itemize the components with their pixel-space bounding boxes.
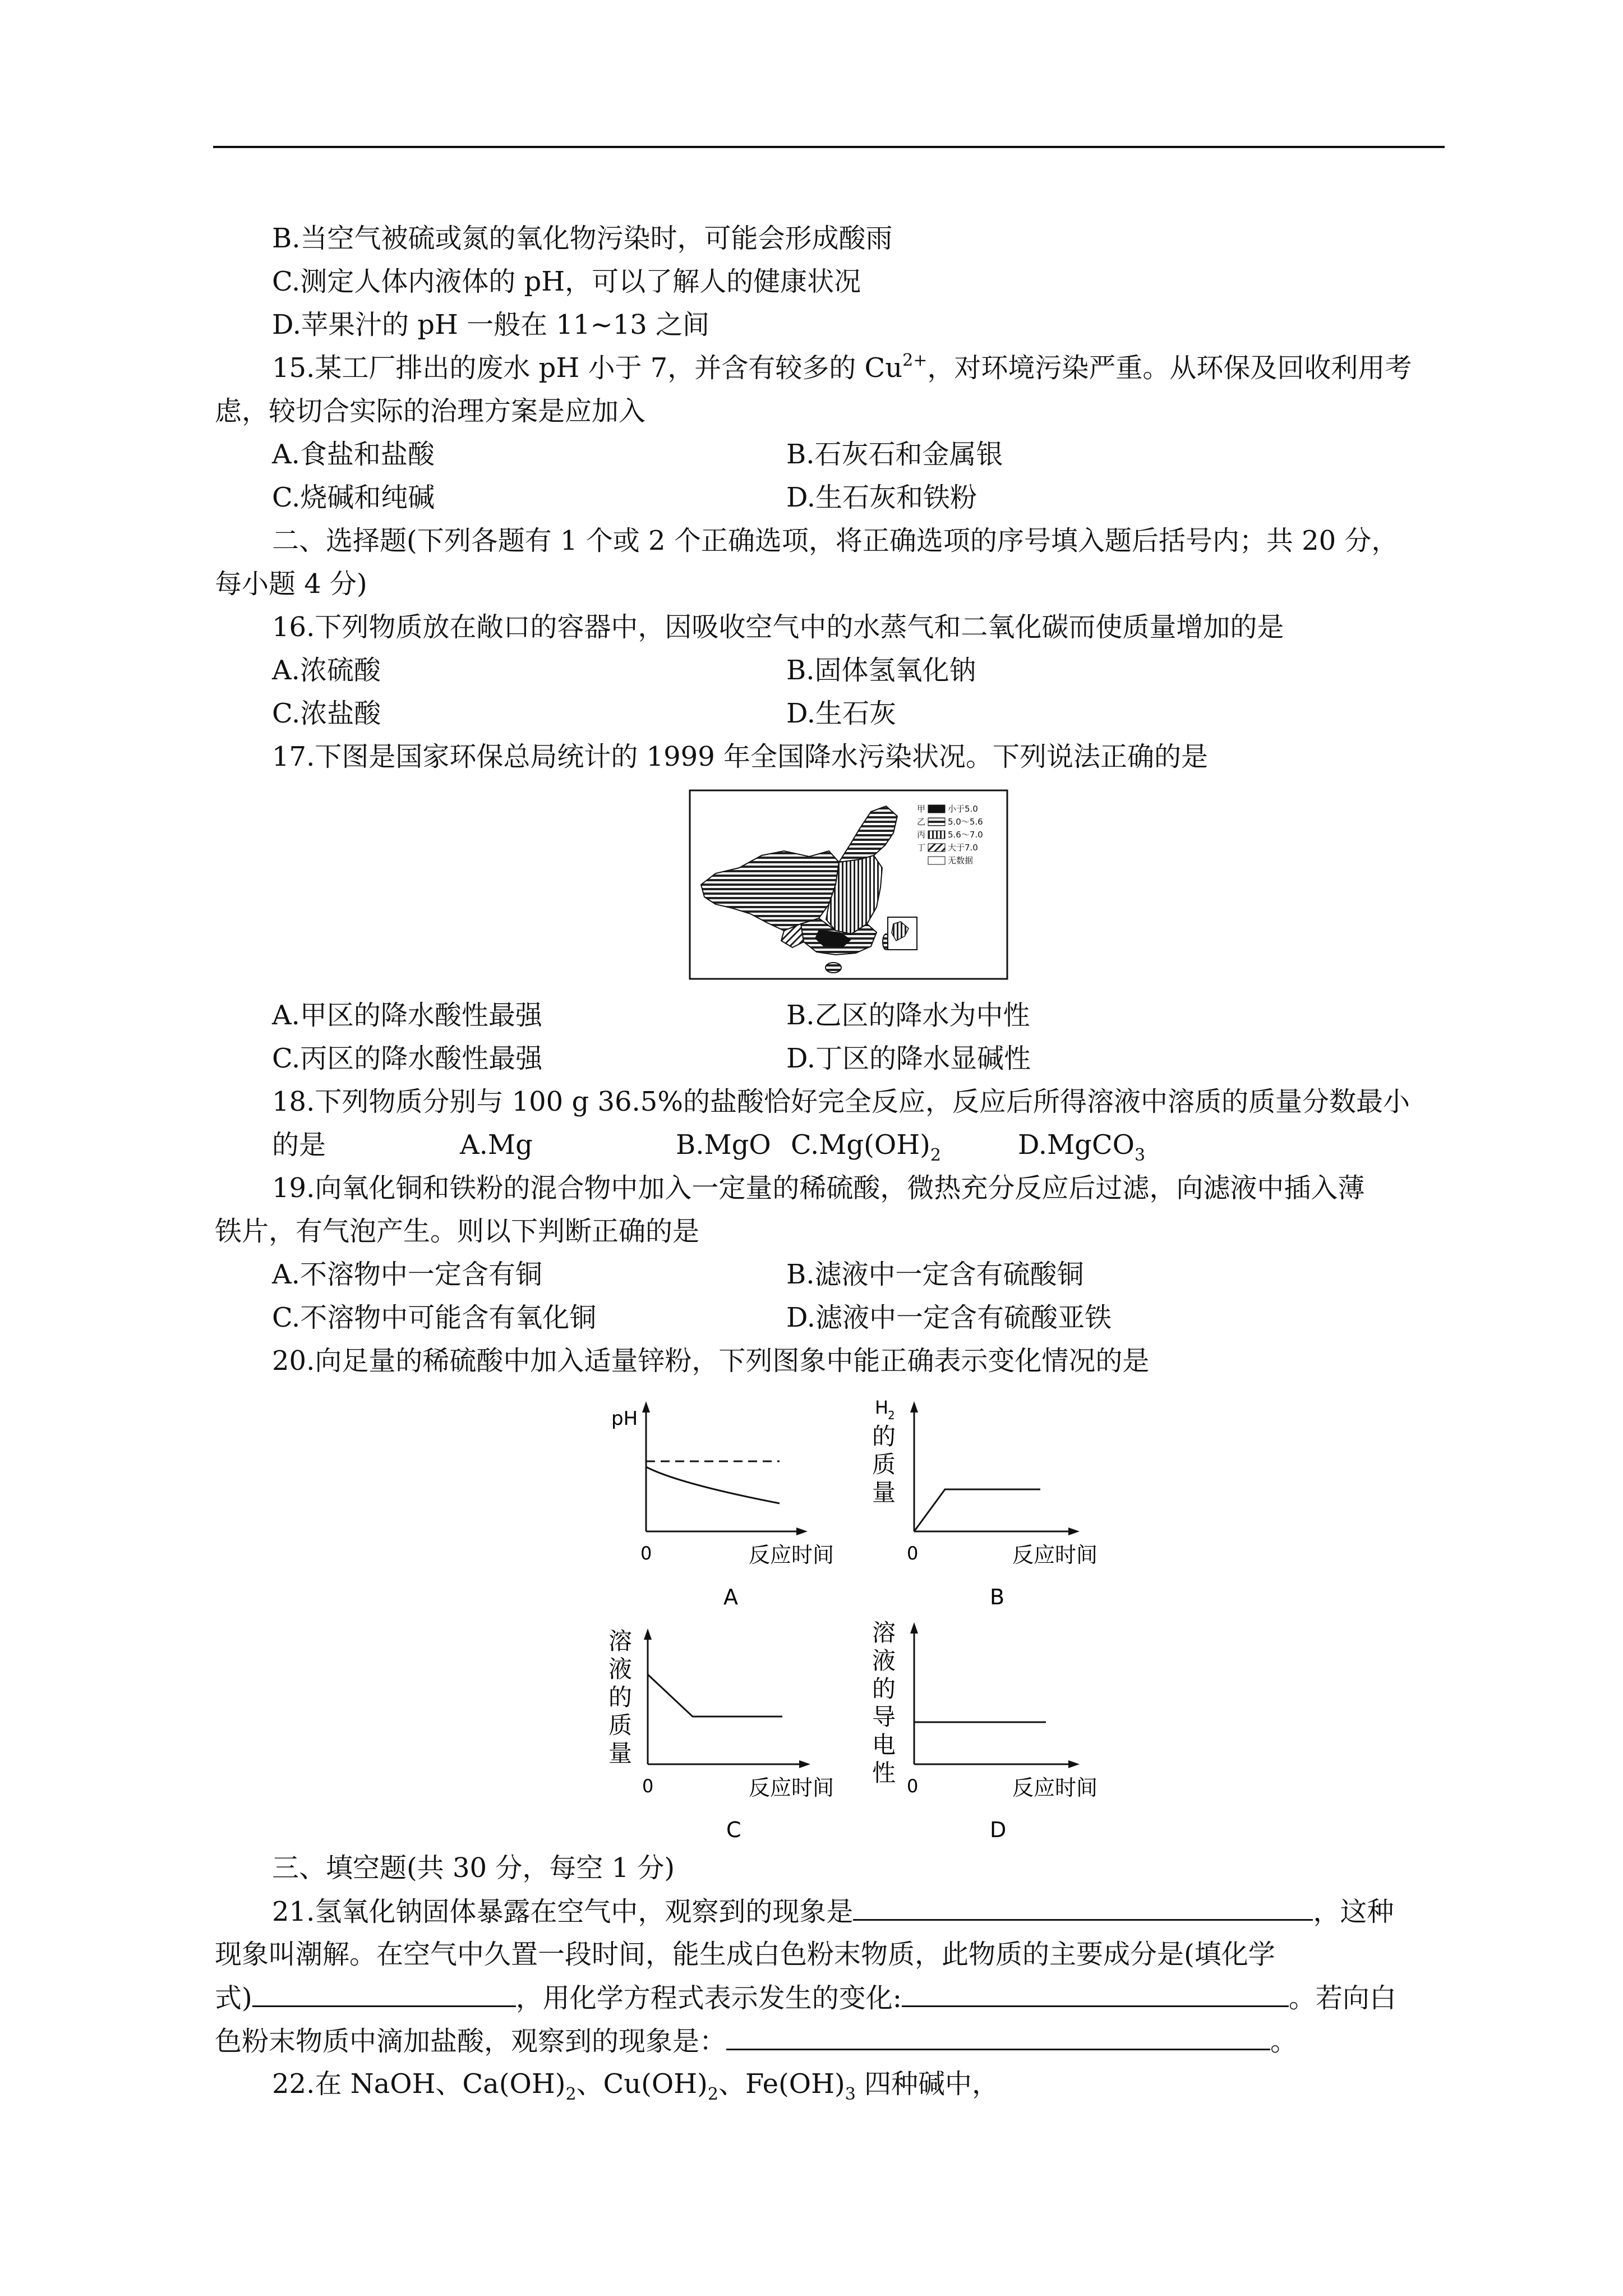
graph-a-xlabel: 反应时间 [749, 1543, 834, 1567]
precipitation-map-figure [689, 789, 1008, 980]
graph-d [872, 1616, 1119, 1843]
graph-b-xlabel: 反应时间 [1012, 1543, 1098, 1567]
q16-option-a: A.浓硫酸 [272, 655, 381, 686]
legend-label-1: 小于5.0 [948, 804, 978, 814]
q15-option-a: A.食盐和盐酸 [272, 439, 435, 470]
q17-option-d: D.丁区的降水显碱性 [786, 1043, 1031, 1074]
graph-c-origin: 0 [642, 1775, 654, 1797]
graph-b-ylabel-2: 质 [872, 1451, 896, 1478]
q18-stem-tail: 的是 [272, 1129, 326, 1161]
legend-key-2: 乙 [917, 817, 926, 827]
legend-key-4: 丁 [917, 843, 926, 853]
graph-b-caption: B [990, 1585, 1005, 1609]
graph-d-xlabel: 反应时间 [1012, 1775, 1098, 1800]
q21-line3-mid: ，用化学方程式表示发生的变化: [515, 1982, 902, 2014]
section3-heading: 三、填空题(共 30 分，每空 1 分) [272, 1852, 675, 1884]
q22-text-3: 、Fe(OH) [718, 2068, 845, 2100]
header-rule [213, 146, 1445, 148]
q22-sub-2: 2 [707, 2085, 718, 2104]
q21-line1 [272, 1894, 1394, 1929]
graph-b-ylabel-3: 量 [872, 1479, 896, 1506]
q21-line1-tail: ，这种 [1313, 1896, 1394, 1927]
graph-c-ylabel-5: 量 [608, 1740, 633, 1767]
q14-option-d: D.苹果汁的 pH 一般在 11~13 之间 [272, 309, 710, 341]
graph-b-ylabel-sub: 2 [888, 1409, 895, 1422]
q17-option-c: C.丙区的降水酸性最强 [272, 1043, 543, 1074]
legend-key-3: 丙 [917, 830, 926, 840]
q16-stem: 16.下列物质放在敞口的容器中，因吸收空气中的水蒸气和二氧化碳而使质量增加的是 [272, 611, 1284, 643]
q21-blank-1[interactable] [853, 1894, 1313, 1921]
q18-stem-line2 [272, 1128, 326, 1162]
q18-option-c-subscript: 2 [930, 1145, 941, 1165]
q15-stem-line2: 虑，较切合实际的治理方案是应加入 [215, 395, 646, 427]
q21-blank-2[interactable] [252, 1981, 516, 2007]
graph-a-ylabel: pH [611, 1407, 638, 1430]
q16-option-b: B.固体氢氧化钠 [786, 655, 976, 686]
legend-label-5: 无数据 [948, 855, 974, 866]
graph-a-origin: 0 [640, 1543, 652, 1564]
q21-line1-text: 21.氢氧化钠固体暴露在空气中，观察到的现象是 [272, 1896, 854, 1927]
q22-sub-1: 2 [565, 2085, 577, 2104]
map-island [826, 963, 841, 973]
q22-stem [272, 2067, 999, 2105]
graph-b-ylabel-1: 的 [872, 1423, 896, 1450]
q21-blank-4[interactable] [726, 2024, 1270, 2050]
q16-option-d: D.生石灰 [786, 698, 897, 729]
graph-d-ylabel-6: 性 [872, 1759, 896, 1787]
q22-text-4: 四种碱中， [855, 2068, 999, 2100]
q21-line2: 现象叫潮解。在空气中久置一段时间，能生成白色粉末物质，此物质的主要成分是(填化学 [215, 1939, 1275, 1970]
graph-d-ylabel-2: 液 [872, 1647, 896, 1674]
graph-c-ylabel-1: 溶 [608, 1627, 633, 1655]
q19-option-c: C.不溶物中可能含有氧化铜 [272, 1302, 597, 1333]
q15-option-d: D.生石灰和铁粉 [786, 482, 978, 513]
q22-text-1: 22.在 NaOH、Ca(OH) [272, 2068, 566, 2100]
graph-c-ylabel-3: 的 [608, 1683, 633, 1711]
legend-label-4: 大于7.0 [948, 843, 978, 853]
graph-a [611, 1397, 847, 1610]
graph-d-caption: D [990, 1818, 1007, 1842]
q19-stem: 19.向氧化铜和铁粉的混合物中加入一定量的稀硫酸，微热充分反应后过滤，向滤液中插入薄 [272, 1172, 1365, 1204]
graph-c-ylabel-4: 质 [608, 1711, 633, 1739]
q19-option-b: B.滤液中一定含有硫酸铜 [786, 1259, 1084, 1290]
q19-option-d: D.滤液中一定含有硫酸亚铁 [786, 1302, 1112, 1333]
graph-d-ylabel-5: 电 [872, 1731, 896, 1759]
graph-c-ylabel-2: 液 [608, 1655, 633, 1683]
graph-d-origin: 0 [907, 1775, 919, 1797]
q18-option-b: B.MgO [676, 1129, 771, 1161]
q22-text-2: 、Cu(OH) [576, 2068, 708, 2100]
q14-option-c: C.测定人体内液体的 pH，可以了解人的健康状况 [272, 266, 861, 297]
graph-c-caption: C [726, 1818, 741, 1842]
q21-line3-text: 式) [215, 1982, 252, 2014]
graph-c [608, 1624, 850, 1843]
graph-d-ylabel-3: 的 [872, 1675, 896, 1703]
q18-option-d-subscript: 3 [1134, 1145, 1146, 1165]
q21-line4 [215, 2024, 1297, 2058]
q15-stem-part1: 15.某工厂排出的废水 pH 小于 7，并含有较多的 Cu [272, 352, 903, 384]
graph-d-ylabel-1: 溶 [872, 1619, 896, 1646]
q20-stem: 20.向足量的稀硫酸中加入适量锌粉，下列图象中能正确表示变化情况的是 [272, 1345, 1150, 1377]
q19-stem-line2: 铁片，有气泡产生。则以下判断正确的是 [215, 1216, 700, 1247]
q15-stem [272, 351, 1412, 389]
graph-b [872, 1397, 1119, 1610]
q18-option-c [791, 1128, 941, 1166]
section2-heading: 二、选择题(下列各题有 1 个或 2 个正确选项，将正确选项的序号填入题后括号内；共 20 分， [272, 525, 1399, 556]
q15-option-b: B.石灰石和金属银 [786, 439, 1003, 470]
q21-line3-tail: 。若向白 [1288, 1982, 1396, 2014]
q17-option-b: B.乙区的降水为中性 [786, 1000, 1030, 1031]
q18-option-a: A.Mg [460, 1129, 533, 1161]
q21-line3 [215, 1981, 1396, 2015]
legend-label-2: 5.0～5.6 [948, 817, 983, 827]
q21-blank-3[interactable] [902, 1981, 1289, 2007]
q18-option-d [1018, 1128, 1145, 1166]
q21-line4-text: 色粉末物质中滴加盐酸，观察到的现象是： [215, 2026, 727, 2057]
q18-option-d-text: D.MgCO [1018, 1129, 1135, 1161]
q18-stem: 18.下列物质分别与 100 g 36.5%的盐酸恰好完全反应，反应后所得溶液中溶质的质量分数最小 [272, 1086, 1410, 1117]
legend-label-3: 5.6～7.0 [948, 830, 983, 840]
q18-option-c-text: C.Mg(OH) [791, 1129, 930, 1161]
q16-option-c: C.浓盐酸 [272, 698, 381, 729]
graph-a-caption: A [723, 1585, 738, 1609]
q15-option-c: C.烧碱和纯碱 [272, 482, 435, 513]
graph-d-ylabel-4: 导 [872, 1703, 896, 1731]
q17-option-a: A.甲区的降水酸性最强 [272, 1000, 542, 1031]
q22-sub-3: 3 [845, 2085, 856, 2104]
q17-stem: 17.下图是国家环保总局统计的 1999 年全国降水污染状况。下列说法正确的是 [272, 741, 1209, 772]
q19-option-a: A.不溶物中一定含有铜 [272, 1259, 542, 1290]
graph-c-xlabel: 反应时间 [749, 1775, 834, 1800]
section2-heading-line2: 每小题 4 分) [215, 568, 367, 600]
q15-superscript: 2+ [902, 351, 928, 370]
q14-option-b: B.当空气被硫或氮的氧化物污染时，可能会形成酸雨 [272, 223, 893, 254]
q21-line4-tail: 。 [1270, 2026, 1298, 2057]
legend-key-1: 甲 [917, 804, 926, 814]
graph-b-origin: 0 [907, 1543, 919, 1564]
graph-b-ylabel-h: H [875, 1397, 889, 1418]
q15-stem-part2: ，对环境污染严重。从环保及回收利用考 [927, 352, 1412, 384]
